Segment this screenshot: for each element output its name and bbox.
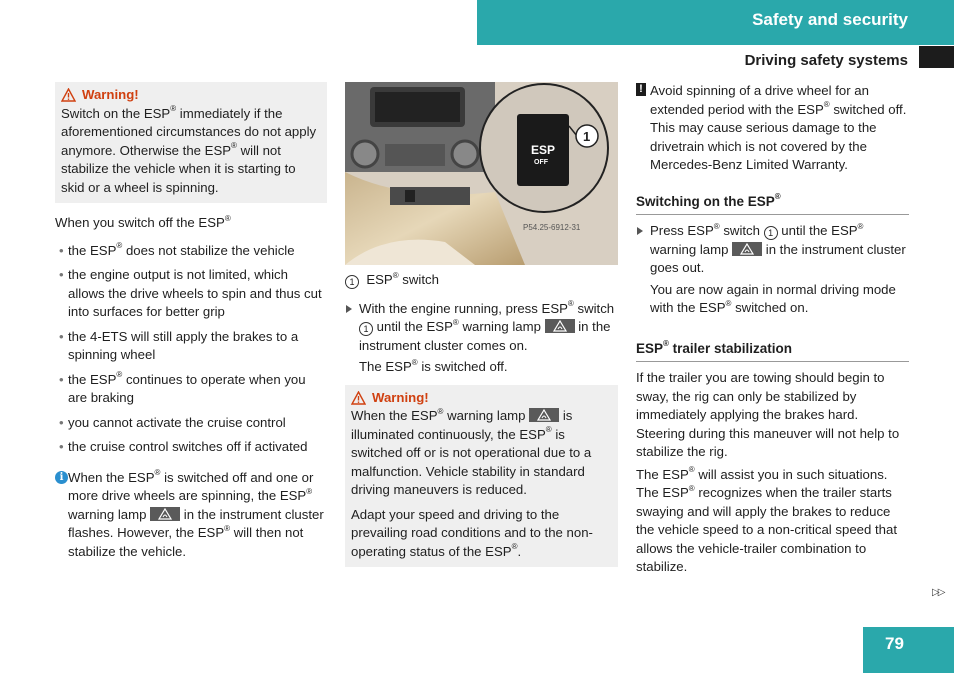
esp-warning-lamp-icon [529,408,559,422]
callout-number-icon: 1 [764,226,778,240]
text-run: Switching on the ESP [636,193,775,209]
registered-mark: ® [224,523,231,533]
text-run: in the instrument cluster goes out. [650,241,906,275]
instruction-step [636,222,909,278]
text-run: switch [719,223,764,238]
ref-code: P54.25-6912-31 [523,223,581,232]
text-run: warning lamp [68,506,151,522]
registered-mark: ® [511,542,518,552]
notice-exclamation-icon: ! [636,83,646,96]
step-arrow-icon [346,305,352,313]
text-run: the engine output is not limited, which allows the drive wheels to spin and thus cut into surfaces for better grip [68,267,322,319]
trailer-paragraph-2 [636,466,909,577]
text-run: switched off. This may cause serious damage to the drivetrain which is not covered by the Mercedes-Benz Limited Warranty. [650,101,907,172]
callout-number-icon: 1 [359,322,373,336]
warning-title: Warning! [372,389,429,405]
text-run: in the instrument cluster flashes. However, the ESP [68,506,324,540]
text-run: is switched off. [417,359,508,374]
info-note [55,469,327,562]
registered-mark: ® [774,192,781,201]
registered-mark: ® [224,213,231,223]
text-run: will assist you in such situations. The ESP [636,466,888,500]
text-run: until the ESP [777,223,858,238]
text-run: switch [398,272,439,287]
esp-switch-photo [345,82,618,265]
text-run: The ESP [636,466,689,482]
registered-mark: ® [725,298,732,308]
warning-triangle-icon [61,88,76,102]
text-run: will then not stabilize the vehicle. [68,525,304,559]
text-run: ESP [636,340,664,356]
header-band [477,0,954,45]
text-run: the ESP [68,371,117,387]
bullet-dot: • [59,439,64,454]
text-run: Adapt your speed and driving to the prevailing road conditions and to the non-operating status of the ESP [351,506,593,559]
text-run: the cruise control switches off if activated [68,439,308,454]
text-run: When the ESP [351,408,438,423]
text-run: trailer stabilization [668,340,792,356]
warning-heading-1 [61,86,321,105]
registered-mark: ® [663,339,669,348]
bullet-dot: • [59,267,64,282]
list-item [55,266,327,322]
callout-number-icon: 1 [345,275,359,289]
registered-mark: ® [567,299,574,309]
text-run: ESP [366,272,393,287]
list-item [55,414,327,433]
bullet-dot: • [59,328,64,344]
instruction-step [345,300,618,356]
bullet-dot: • [59,242,64,258]
page-number: 79 [885,634,904,653]
text-run: When you switch off the ESP [55,215,225,230]
continue-arrows-icon: ▷▷ [932,587,944,598]
registered-mark: ® [392,270,399,280]
warning-triangle-icon [351,391,366,405]
registered-mark: ® [116,241,123,251]
text-run: until the ESP [373,319,453,334]
column-2 [345,82,618,567]
text-run: will not stabilize the vehicle when it is starting to skid or a wheel is spinning. [61,142,296,195]
section-title: Safety and security [752,10,908,29]
bullet-dot: • [59,414,64,430]
column-3 [636,82,909,583]
list-item [55,438,327,457]
text-run: When the ESP [68,469,155,485]
info-icon: i [55,471,68,484]
text-run: switch [573,300,615,316]
text-run: switched on. [731,300,809,315]
registered-mark: ® [713,221,720,231]
text-run: warning lamp [458,319,545,334]
text-run: . [517,543,522,559]
esp-off-intro [55,214,327,233]
image-caption [345,271,618,290]
damage-notice [636,82,909,175]
bullet-dot: • [59,371,64,387]
warning-text-1 [61,105,321,198]
registered-mark: ® [688,483,695,493]
registered-mark: ® [411,357,418,367]
text-run: Press ESP [650,223,714,238]
text-run: The ESP [359,359,412,374]
text-run: you cannot activate the cruise control [68,414,286,430]
text-run: With the engine running, press ESP [359,300,568,316]
registered-mark: ® [857,221,864,231]
list-item [55,371,327,408]
text-run: Switch on the ESP [61,105,171,121]
page-subtitle: Driving safety systems [744,52,908,69]
warning-text-2b [351,506,612,562]
warning-heading-2 [351,389,612,408]
text-run: warning lamp [443,408,530,423]
registered-mark: ® [545,425,552,435]
column-1 [55,82,327,561]
text-run: in the instrument cluster comes on. [359,319,611,353]
list-item [55,242,327,261]
step-result [345,358,618,377]
registered-mark: ® [231,141,237,151]
callout-number: 1 [583,129,591,144]
text-run: does not stabilize the vehicle [122,242,295,258]
esp-warning-lamp-icon [150,507,180,521]
text-run: the ESP [68,242,117,258]
warning-box-1 [55,82,327,203]
registered-mark: ® [437,406,444,416]
list-item [55,328,327,365]
text-run: warning lamp [650,241,733,257]
warning-box-2 [345,385,618,568]
esp-warning-lamp-icon [732,242,762,256]
section-heading-trailer [636,340,909,363]
warning-title: Warning! [82,87,139,102]
text-run: is switched off or is not operational due to a malfunction. Vehicle stability in standard driving maneuvers is reduced. [351,426,592,497]
registered-mark: ® [116,370,123,380]
registered-mark: ® [306,486,313,496]
text-run: is switched off and one or more drive wheels are spinning, the ESP [68,469,314,503]
registered-mark: ® [170,104,177,114]
step-result [636,281,909,318]
warning-text-2a [351,407,612,500]
registered-mark: ® [688,465,695,475]
page-number-band [863,627,954,673]
text-run: You are now again in normal driving mode with the ESP [650,281,896,315]
off-button-label: OFF [534,159,548,166]
section-tab-marker [919,46,954,68]
text-run: continues to operate when you are braking [68,371,306,405]
text-run: is illuminated continuously, the ESP [351,408,573,442]
esp-button-label: ESP [531,143,556,157]
registered-mark: ® [452,317,459,327]
text-run: immediately if the aforementioned circumstances do not apply anymore. Otherwise the ESP [61,105,317,158]
trailer-paragraph-1: If the trailer you are towing should begin to sway, the rig can only be stabilized by immediately applying the brakes hard. Steering during this maneuver will not help to stabilize the rig. [636,370,900,459]
dashboard-illustration [345,82,618,265]
text-run: the 4-ETS will still apply the brakes to a spinning wheel [68,328,299,362]
step-arrow-icon [637,227,643,235]
registered-mark: ® [823,100,830,110]
section-heading-switching-on [636,193,909,216]
esp-warning-lamp-icon [545,319,575,333]
text-run: recognizes when the trailer starts swaying and will apply the brakes to reduce the vehicle speed to a non-critical speed that allows the vehicle-trailer combination to stabilize. [636,485,897,574]
text-run: Avoid spinning of a drive wheel for an extended period with the ESP [650,83,869,117]
registered-mark: ® [154,468,161,478]
